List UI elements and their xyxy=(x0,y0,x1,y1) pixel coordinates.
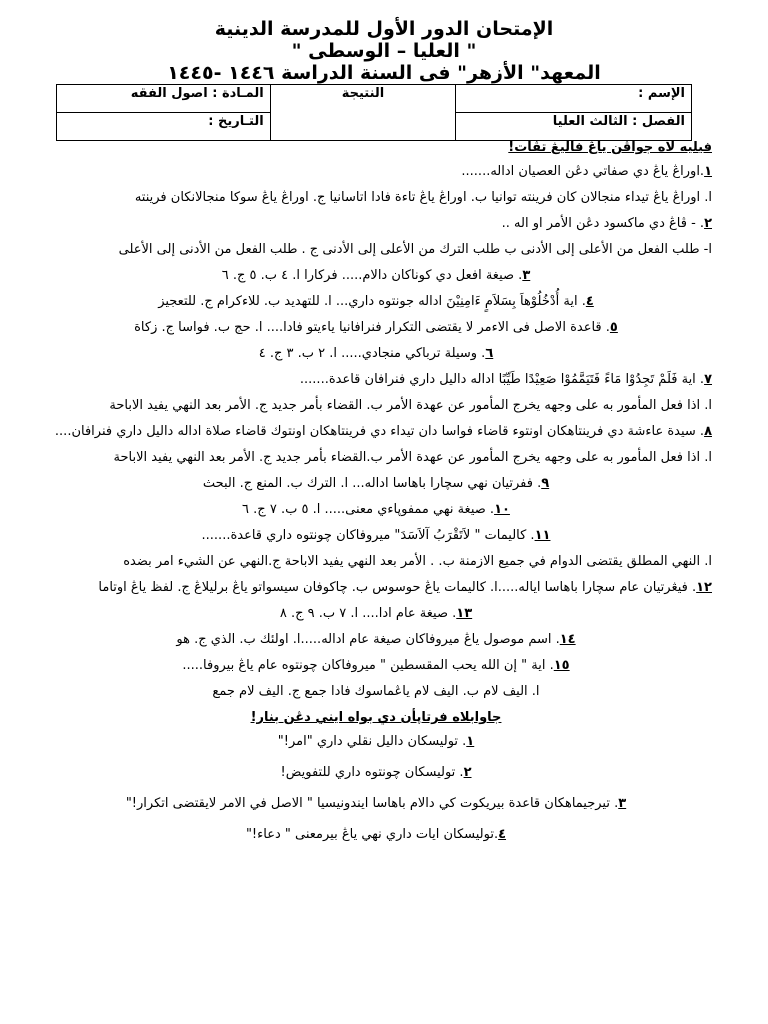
question-11-options: ا. النهي المطلق يقتضى الدوام في جميع الازمنة ب. . الأمر بعد النهي يفيد الاباحة ج.النهي عن الشيء امر بضده xyxy=(123,554,712,569)
essay-text: . تيرجيماهكان قاعدة بيريكوت كي دالام باهاسا ايندونيسيا " الاصل في الامر لايقتضى اتكرار xyxy=(137,796,619,811)
question-text: . صيغة افعل دي كوناكان دالام..... فركارا ا. ٤ ب. ٥ ج. ٦ xyxy=(221,268,523,283)
multiple-choice-list xyxy=(40,163,712,700)
question-13 xyxy=(40,605,712,622)
question-4 xyxy=(40,293,712,310)
essay-text: . توليسكان داليل نقلي داري "امر xyxy=(288,734,467,749)
question-number: ٥ xyxy=(609,320,618,335)
question-text: . ففرتيان نهي سچارا باهاسا اداله... ا. الترك ب. المنع ج. البحث xyxy=(202,476,542,491)
essay-number: ٣ xyxy=(618,796,627,811)
question-number: ١٣ xyxy=(456,606,473,621)
question-number: ٣ xyxy=(522,268,531,283)
question-text: . قاعدة الاصل فى الاءمر لا يقتضى التكرار فنرافانيا ياءيتو فادا.... ا. حج ب. فواسا ج. زكاة xyxy=(134,320,610,335)
exam-header xyxy=(0,18,768,84)
essay-list xyxy=(40,733,712,843)
question-15-options: ا. اليف لام ب. اليف لام ياڠماسوك فادا جمع ج. اليف لام جمع xyxy=(212,684,540,699)
essay-text: . توليسكان چونتوه داري للتفويض xyxy=(285,765,464,780)
question-10 xyxy=(40,501,712,518)
question-7 xyxy=(40,371,712,388)
question-6 xyxy=(40,345,712,362)
question-text: . اية أُدْخُلُوْهاَ بِسَلاَمٍ ءَامِنِيْنَ اداله جونتوه داري... ا. للتهديد ب. للاءكرام ج. للتعجيز xyxy=(158,294,586,309)
question-text: . فيڠرتيان عام سچارا باهاسا اياله.....ا. كاليمات ياڠ حوسوس ب. چاكوفان سيسواتو ياڠ برليلاڠ ج. لفظ ياڠ اوتاما xyxy=(98,580,697,595)
question-text: . - ڤاڠ دي ماكسود دڠن الأمر او اله .. xyxy=(501,216,705,231)
header-line-1: الإمتحان الدور الأول للمدرسة الدينية xyxy=(214,18,554,40)
question-number: ١٠ xyxy=(494,502,510,517)
question-12 xyxy=(40,579,712,596)
question-number: ٦ xyxy=(485,346,494,361)
question-text: . وسيلة ترباكي منجادي..... ا. ٢ ب. ٣ ج. ٤ xyxy=(258,346,486,361)
question-number: ٤ xyxy=(585,294,594,309)
question-number: ١٤ xyxy=(559,632,576,647)
subject-cell: المـادة : اصول الفقه xyxy=(57,85,271,113)
question-text: . اية فَلَمْ تَجِدُوْا مَاءً فَتَيَمَّمُوْا صَعِيْدًا طَيِّبًا اداله داليل داري فنرافان قاعدة....... xyxy=(299,372,705,387)
essay-question-1 xyxy=(40,733,712,750)
question-7-options: ا. اذا فعل المأمور به على وجهه يخرج المأمور عن عهدة الأمر ب. القضاء بأمر جديد ج. الأمر بعد النهي يفيد الاباحة xyxy=(109,398,712,413)
question-text: . اسم موصول ياڠ ميروفاكان صيغة عام اداله.....ا. اولئك ب. الذي ج. هو xyxy=(176,632,560,647)
essay-question-3 xyxy=(40,795,712,812)
question-8 xyxy=(40,423,712,440)
question-14 xyxy=(40,631,712,648)
question-2 xyxy=(40,215,712,232)
section-1-title: فيليه لاه جواڤن ياڠ فاليڠ تڤات! xyxy=(508,140,712,155)
student-info-table xyxy=(56,84,692,141)
essay-number: ٤ xyxy=(498,827,507,842)
header-line-2: " العليا – الوسطى " xyxy=(291,40,477,62)
essay-prefix: !" xyxy=(277,734,289,749)
essay-number: ٢ xyxy=(463,765,472,780)
exam-content xyxy=(40,139,712,857)
essay-number: ١ xyxy=(466,734,475,749)
question-15 xyxy=(40,657,712,674)
question-text: .اوراڠ ياڠ دي صفاتي دڠن العصيان اداله....... xyxy=(461,164,705,179)
result-cell: النتيجة xyxy=(270,85,456,141)
essay-text: .توليسكان ايات داري نهي ياڠ بيرمعنى " دعاء xyxy=(257,827,499,842)
question-text: . اية " إن الله يحب المقسطين " ميروفاكان چونتوه عام ياڠ بيروفا..... xyxy=(182,658,554,673)
question-number: ٧ xyxy=(704,372,712,387)
essay-question-4 xyxy=(40,826,712,843)
date-cell: التـاريخ : xyxy=(57,113,271,141)
question-1-options: ا. اوراڠ ياڠ تيداء منجالان كان فرينته توانيا ب. اوراڠ ياڠ تاءة فادا اتاسانيا ج. اوراڠ ياڠ سوكا منجالانكان فرينته xyxy=(134,190,712,205)
question-number: ٨ xyxy=(704,424,712,439)
question-text: . سيدة عاءشة دي فرينتاهكان اونتوء قاضاء فواسا دان تيداء دي فرينتاهكان اونتوك قاضاء صلاة اداله داليل داري فنرافان.... xyxy=(54,424,705,439)
question-text: . صيغة نهي ممفوڽاءي معنى..... ا. ٥ ب. ٧ ج. ٦ xyxy=(242,502,495,517)
class-cell: الفصل : الثالث العليا xyxy=(456,113,692,141)
question-number: ١٥ xyxy=(553,658,570,673)
question-number: ١١ xyxy=(534,528,551,543)
question-number: ٢ xyxy=(704,216,712,231)
question-text: . صيغة عام ادا.... ا. ٧ ب. ٩ ج. ٨ xyxy=(279,606,457,621)
question-8-options: ا. اذا فعل المأمور به على وجهه يخرج المأمور عن عهدة الأمر ب.القضاء بأمر جديد ج. الأمر بعد النهي يفيد الاباحة xyxy=(113,450,712,465)
essay-prefix: !" xyxy=(245,827,258,842)
essay-prefix: !" xyxy=(125,796,138,811)
question-3 xyxy=(40,267,712,284)
question-text: . كاليمات " لاَتَقْرَبُ آلاَسَدَ" ميروفاكان چونتوه داري قاعدة....... xyxy=(201,528,535,543)
essay-prefix: ! xyxy=(280,765,286,780)
essay-question-2 xyxy=(40,764,712,781)
question-9 xyxy=(40,475,712,492)
student-name-cell: الإسم : xyxy=(456,85,692,113)
question-2-options: ا- طلب الفعل من الأعلى إلى الأدنى ب طلب الترك من الأعلى إلى الأدنى ج . طلب الفعل من الأدنى إلى الأعلى xyxy=(118,242,712,257)
question-5 xyxy=(40,319,712,336)
section-2-title: جاوابلاه فرتاڽأن دي بواه ايني دڠن بنار! xyxy=(250,710,502,725)
question-number: ١٢ xyxy=(696,580,712,595)
question-1 xyxy=(40,163,712,180)
question-11 xyxy=(40,527,712,544)
question-number: ٩ xyxy=(541,476,550,491)
question-number: ١ xyxy=(704,164,712,179)
header-line-3: المعهد" الأزهر" فى السنة الدراسة ١٤٤٦ -١٤٤٥ xyxy=(167,62,601,84)
